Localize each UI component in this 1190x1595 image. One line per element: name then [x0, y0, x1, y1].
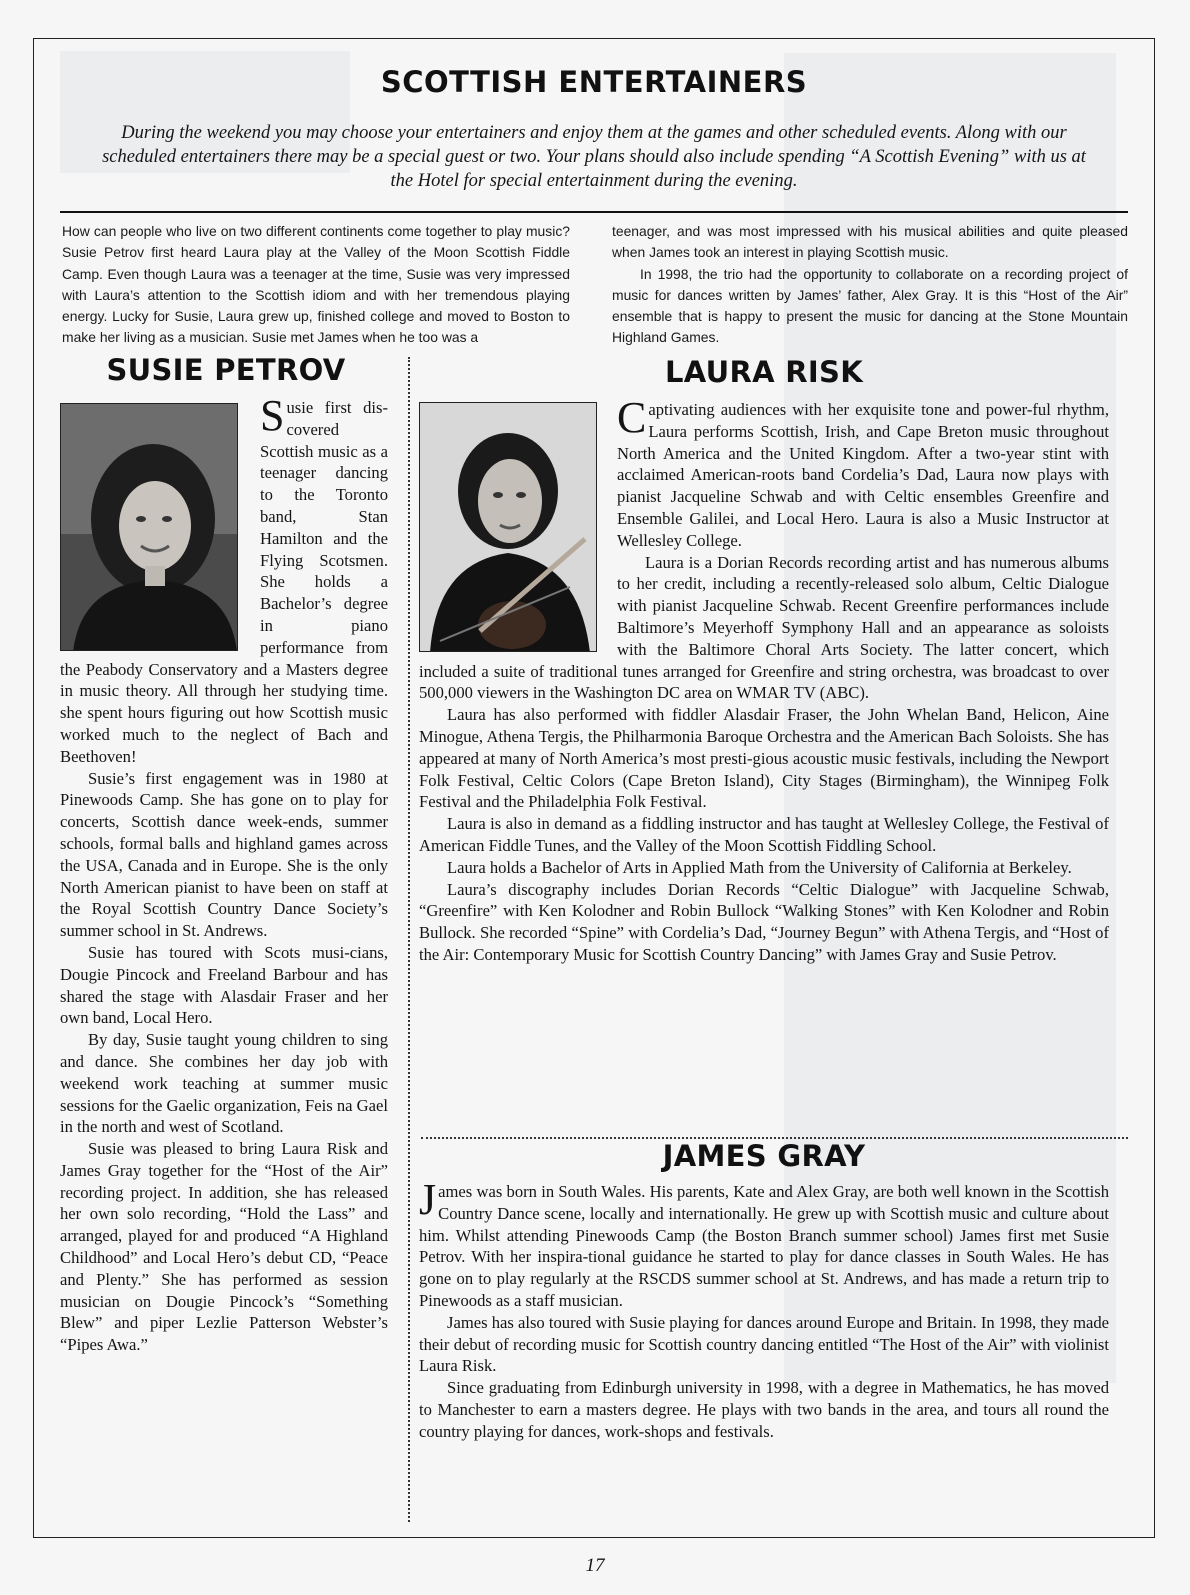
- story-left-column: [62, 221, 570, 349]
- laura-heading: LAURA RISK: [665, 355, 863, 389]
- susie-heading: SUSIE PETROV: [106, 353, 346, 387]
- story-right-column: [612, 221, 1128, 349]
- portrait-photo-icon: [61, 404, 238, 651]
- laura-dropcap: C: [617, 393, 647, 442]
- laura-bio: [419, 393, 1109, 966]
- intro-text: During the weekend you may choose your entertainers and enjoy them at the games and other scheduled events. Along with our scheduled entertainers there may be a special guest or two. Your plans should also include spending “A Scottish Evening” with us at the Hotel for special entertainment during the evening.: [102, 123, 1086, 191]
- susie-paragraph: Susie has toured with Scots musi-cians, Dougie Pincock and Freeland Barbour and has shared the stage with Alasdair Fraser and her own band, Local Hero.: [60, 942, 388, 1028]
- laura-paragraph: Laura is also in demand as a fiddling instructor and has taught at Wellesley College, the Festival of American Fiddle Tunes, and the Valley of the Moon Scottish Fiddling School.: [419, 814, 1109, 855]
- laura-paragraph: Laura is a Dorian Records recording artist and has numerous albums to her credit, including a recently-released solo album, Celtic Dialogue with pianist Jacqueline Schwab. Recent Greenfire performances include Baltimore’s Meyerhoff Symphony Hall and an appearance as soloists with the Baltimore Choral Arts Society. The latter concert, which included a suite of traditional tunes arranged for Greenfire and string orchestra, was broadcast to over 500,000 viewers in the Washington DC area on WMAR TV (ABC).: [419, 552, 1109, 703]
- susie-lead: usie first dis-covered Scottish music as a teenager dancing to the Toronto band, Stan Hamilton and the Flying Scotsmen. She holds a Bachelor’s degree in piano performance from the Peabody Conservatory and a Masters degree in music theory. All through her studying time. she spent hours figuring out how Scottish music worked much to the neglect of Bach and Beethoven!: [60, 398, 388, 766]
- james-paragraph: James has also toured with Susie playing for dances around Europe and Britain. In 1998, they made their debut of recording music for Scottish country dancing entitled “The Host of the Air” with violinist Laura Risk.: [419, 1312, 1109, 1376]
- page-frame: [33, 38, 1155, 1538]
- story-paragraph: teenager, and was most impressed with his musical abilities and quite pleased when James took an interest in playing Scottish music.: [612, 223, 1128, 261]
- story-paragraph: In 1998, the trio had the opportunity to collaborate on a recording project of music for dances written by James’ father, Alex Gray. It is this “Host of the Air” ensemble that is happy to present the music for dancing at the Stone Mountain Highland Games.: [612, 265, 1128, 346]
- susie-photo: [60, 403, 238, 651]
- susie-paragraph: Susie was pleased to bring Laura Risk and James Gray together for the “Host of the Air” recording project. In addition, she has released her own solo recording, “Hold the Lass” and arranged, played for and produced “A Highland Childhood” and Local Hero’s debut CD, “Peace and Plenty.” She has performed as session musician on Dougie Pincock’s “Something Blew” and piper Lezlie Patterson Webster’s “Pipes Awa.”: [60, 1139, 388, 1355]
- laura-photo: [419, 402, 597, 652]
- laura-lead: aptivating audiences with her exquisite tone and power-ful rhythm, Laura performs Scottish, Irish, and Cape Breton music throughout North America and the United Kingdom. After a two-year stint with acclaimed American-roots band Cordelia’s Dad, Laura now plays with pianist Jacqueline Schwab and with Celtic ensembles Greenfire and Ensemble Galilei, and Local Hero. Laura is also a Music Instructor at Wellesley College.: [617, 400, 1109, 550]
- susie-paragraph: Susie’s first engagement was in 1980 at Pinewoods Camp. She has gone on to play for concerts, Scottish dance week-ends, summer schools, formal balls and highland games across the USA, Canada and in Europe. She is the only North American pianist to have been on staff at the Royal Scottish Country Dance Society’s summer school in St. Andrews.: [60, 768, 388, 941]
- violinist-photo-icon: [420, 403, 597, 652]
- james-lead: ames was born in South Wales. His parents, Kate and Alex Gray, are both well known in the Scottish Country Dance scene, locally and internationally. He grew up with Scottish music and culture about him. Whilst attending Pinewoods Camp (the Boston Branch summer school) James first met Susie Petrov. With her inspira-tional guidance he started to play for dance classes in South Wales. He has gone on to play regularly at the RSCDS summer school at St. Andrews, and has made a return trip to Pinewoods as a staff musician.: [419, 1182, 1109, 1310]
- column-divider: [408, 357, 410, 1522]
- susie-paragraph: By day, Susie taught young children to sing and dance. She combines her day job with weekend work teaching at summer music sessions for the Gaelic organization, Feis na Gael in the north and west of Scotland.: [60, 1030, 388, 1137]
- james-paragraph: Since graduating from Edinburgh university in 1998, with a degree in Mathematics, he has moved to Manchester to earn a masters degree. He plays with two bands in the area, and tours all round the country playing for dances, work-shops and festivals.: [419, 1378, 1109, 1441]
- laura-paragraph: Laura has also performed with fiddler Alasdair Fraser, the John Whelan Band, Helicon, Aine Minogue, Athena Tergis, the Philharmonia Baroque Orchestra and the American Bach Soloists. She has appeared at many of North America’s most presti-gious acoustic music festivals, including the Newport Folk Festival, Celtic Colors (Cape Breton Island), City Stages (Birmingham), the Winnipeg Folk Festival and the Philadelphia Folk Festival.: [419, 705, 1109, 812]
- susie-dropcap: S: [260, 391, 285, 440]
- laura-paragraph: Laura holds a Bachelor of Arts in Applied Math from the University of California at Berkeley.: [447, 857, 1072, 877]
- james-heading: JAMES GRAY: [662, 1139, 866, 1173]
- page-number: 17: [585, 1555, 605, 1576]
- page-title: SCOTTISH ENTERTAINERS: [380, 65, 808, 99]
- header-rule: [60, 211, 1128, 213]
- story-paragraph: How can people who live on two different continents come together to play music? Susie Petrov first heard Laura play at the Valley of the Moon Scottish Fiddle Camp. Even though Laura was a teenager at the time, Susie was very impressed with Laura’s attention to the Scottish idiom and with her tremendous playing energy. Lucky for Susie, Laura grew up, finished college and moved to Boston to make her living as a musician. Susie met James when he too was a: [62, 223, 570, 346]
- laura-paragraph: Laura’s discography includes Dorian Records “Celtic Dialogue” with Jacqueline Schwab, “Greenfire” with Ken Kolodner and Robin Bullock “Walking Stones” with Ken Kolodner and Robin Bullock. She recorded “Spine” with Cordelia’s Dad, “Journey Begun” with Athena Tergis, and “Host of the Air: Contemporary Music for Scottish Country Dancing” with James Gray and Susie Petrov.: [419, 879, 1109, 964]
- james-dropcap: J: [419, 1175, 437, 1224]
- susie-bio: [60, 391, 388, 1356]
- james-bio: [419, 1175, 1109, 1443]
